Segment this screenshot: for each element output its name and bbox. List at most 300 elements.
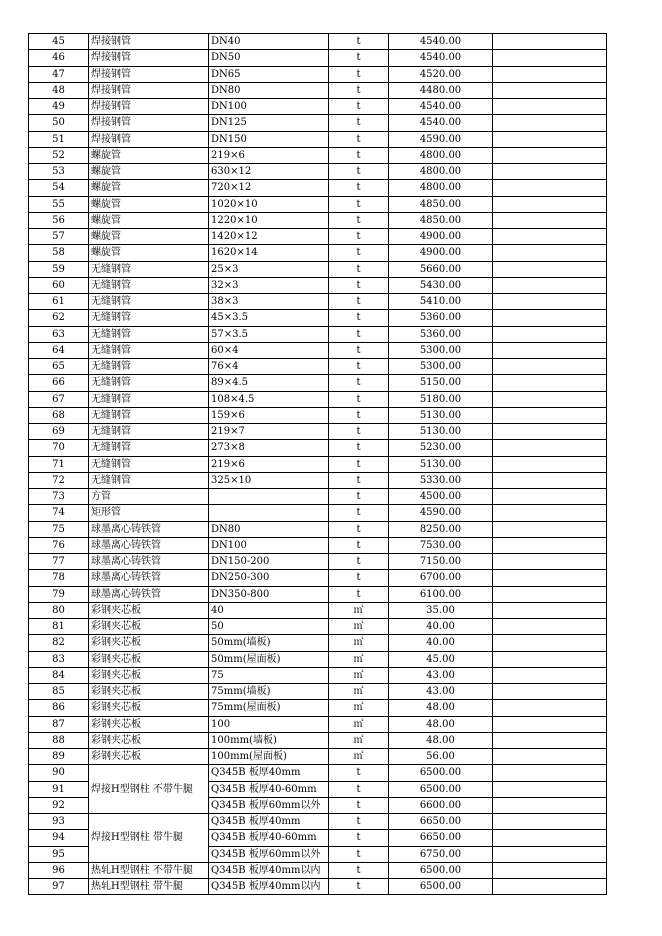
price-cell: 5180.00	[389, 391, 493, 407]
table-row	[29, 164, 607, 180]
price-cell: 4590.00	[389, 505, 493, 521]
note-cell	[493, 131, 607, 147]
spec-cell: 1620×14	[209, 245, 329, 261]
note-cell	[493, 375, 607, 391]
note-cell	[493, 814, 607, 830]
row-number-cell: 54	[29, 180, 89, 196]
spec-cell: DN250-300	[209, 570, 329, 586]
item-name-cell: 彩钢夹芯板	[89, 602, 209, 618]
unit-cell: t	[329, 505, 389, 521]
spec-cell: 100mm(屋面板)	[209, 749, 329, 765]
note-cell	[493, 261, 607, 277]
unit-cell: t	[329, 765, 389, 781]
table-row	[29, 651, 607, 667]
note-cell	[493, 521, 607, 537]
unit-cell: t	[329, 814, 389, 830]
row-number-cell: 77	[29, 554, 89, 570]
spec-cell: 25×3	[209, 261, 329, 277]
item-name-cell: 无缝钢管	[89, 407, 209, 423]
unit-cell: t	[329, 537, 389, 553]
table-row	[29, 716, 607, 732]
note-cell	[493, 359, 607, 375]
unit-cell: t	[329, 781, 389, 797]
unit-cell: t	[329, 99, 389, 115]
item-name-cell: 焊接H型钢柱 不带牛腿	[89, 765, 209, 814]
spec-cell	[209, 505, 329, 521]
note-cell	[493, 602, 607, 618]
spec-cell: Q345B 板厚60mm以外	[209, 797, 329, 813]
spec-cell: 159×6	[209, 407, 329, 423]
row-number-cell: 96	[29, 862, 89, 878]
table-row	[29, 489, 607, 505]
row-number-cell: 48	[29, 82, 89, 98]
table-row	[29, 537, 607, 553]
table-row	[29, 277, 607, 293]
row-number-cell: 57	[29, 229, 89, 245]
table-row	[29, 814, 607, 830]
row-number-cell: 93	[29, 814, 89, 830]
item-name-cell: 彩钢夹芯板	[89, 635, 209, 651]
price-cell: 5130.00	[389, 424, 493, 440]
spec-cell: 75	[209, 667, 329, 683]
price-cell: 5330.00	[389, 472, 493, 488]
unit-cell: t	[329, 407, 389, 423]
item-name-cell: 彩钢夹芯板	[89, 700, 209, 716]
spec-cell: DN65	[209, 66, 329, 82]
price-cell: 6500.00	[389, 862, 493, 878]
spec-cell: Q345B 板厚40mm	[209, 765, 329, 781]
item-name-cell: 方管	[89, 489, 209, 505]
note-cell	[493, 212, 607, 228]
unit-cell: ㎡	[329, 667, 389, 683]
unit-cell: t	[329, 50, 389, 66]
item-name-cell: 无缝钢管	[89, 326, 209, 342]
note-cell	[493, 862, 607, 878]
note-cell	[493, 635, 607, 651]
unit-cell: ㎡	[329, 716, 389, 732]
price-cell: 6500.00	[389, 765, 493, 781]
unit-cell: t	[329, 164, 389, 180]
note-cell	[493, 245, 607, 261]
note-cell	[493, 294, 607, 310]
table-row	[29, 147, 607, 163]
unit-cell: t	[329, 245, 389, 261]
price-cell: 35.00	[389, 602, 493, 618]
spec-cell: 50mm(墙板)	[209, 635, 329, 651]
row-number-cell: 85	[29, 684, 89, 700]
item-name-cell: 焊接钢管	[89, 34, 209, 50]
note-cell	[493, 570, 607, 586]
price-cell: 4800.00	[389, 164, 493, 180]
row-number-cell: 80	[29, 602, 89, 618]
unit-cell: t	[329, 879, 389, 895]
item-name-cell: 彩钢夹芯板	[89, 651, 209, 667]
note-cell	[493, 684, 607, 700]
item-name-cell: 球墨离心铸铁管	[89, 570, 209, 586]
table-row	[29, 472, 607, 488]
table-row	[29, 229, 607, 245]
row-number-cell: 61	[29, 294, 89, 310]
row-number-cell: 69	[29, 424, 89, 440]
table-row	[29, 586, 607, 602]
note-cell	[493, 310, 607, 326]
price-cell: 45.00	[389, 651, 493, 667]
note-cell	[493, 732, 607, 748]
price-cell: 6500.00	[389, 879, 493, 895]
spec-cell: DN50	[209, 50, 329, 66]
note-cell	[493, 66, 607, 82]
spec-cell: 1220×10	[209, 212, 329, 228]
item-name-cell: 焊接H型钢柱 带牛腿	[89, 814, 209, 863]
item-name-cell: 焊接钢管	[89, 66, 209, 82]
table-row	[29, 310, 607, 326]
price-cell: 48.00	[389, 716, 493, 732]
note-cell	[493, 391, 607, 407]
spec-cell: Q345B 板厚40mm	[209, 814, 329, 830]
note-cell	[493, 407, 607, 423]
item-name-cell: 无缝钢管	[89, 359, 209, 375]
price-cell: 4800.00	[389, 147, 493, 163]
unit-cell: t	[329, 830, 389, 846]
row-number-cell: 51	[29, 131, 89, 147]
spec-cell	[209, 489, 329, 505]
table-row	[29, 619, 607, 635]
row-number-cell: 58	[29, 245, 89, 261]
spec-cell: DN80	[209, 521, 329, 537]
row-number-cell: 45	[29, 34, 89, 50]
note-cell	[493, 147, 607, 163]
row-number-cell: 53	[29, 164, 89, 180]
table-row	[29, 879, 607, 895]
unit-cell: t	[329, 570, 389, 586]
spec-cell: 32×3	[209, 277, 329, 293]
spec-cell: Q345B 板厚40mm以内	[209, 879, 329, 895]
unit-cell: ㎡	[329, 635, 389, 651]
price-cell: 56.00	[389, 749, 493, 765]
spec-cell: Q345B 板厚40mm以内	[209, 862, 329, 878]
spec-cell: 75mm(墙板)	[209, 684, 329, 700]
item-name-cell: 彩钢夹芯板	[89, 684, 209, 700]
note-cell	[493, 749, 607, 765]
unit-cell: t	[329, 310, 389, 326]
row-number-cell: 68	[29, 407, 89, 423]
item-name-cell: 无缝钢管	[89, 440, 209, 456]
table-row	[29, 66, 607, 82]
row-number-cell: 92	[29, 797, 89, 813]
note-cell	[493, 50, 607, 66]
spec-cell: DN100	[209, 99, 329, 115]
price-cell: 4540.00	[389, 50, 493, 66]
table-row	[29, 359, 607, 375]
note-cell	[493, 667, 607, 683]
price-cell: 48.00	[389, 700, 493, 716]
unit-cell: ㎡	[329, 602, 389, 618]
item-name-cell: 螺旋管	[89, 196, 209, 212]
unit-cell: ㎡	[329, 749, 389, 765]
item-name-cell: 螺旋管	[89, 180, 209, 196]
spec-cell: Q345B 板厚60mm以外	[209, 846, 329, 862]
spec-cell: 38×3	[209, 294, 329, 310]
price-cell: 5300.00	[389, 359, 493, 375]
table-row	[29, 684, 607, 700]
spec-cell: 1420×12	[209, 229, 329, 245]
note-cell	[493, 505, 607, 521]
price-cell: 4480.00	[389, 82, 493, 98]
unit-cell: t	[329, 131, 389, 147]
price-cell: 5430.00	[389, 277, 493, 293]
price-cell: 5300.00	[389, 342, 493, 358]
table-row	[29, 749, 607, 765]
unit-cell: t	[329, 212, 389, 228]
note-cell	[493, 797, 607, 813]
item-name-cell: 球墨离心铸铁管	[89, 586, 209, 602]
item-name-cell: 焊接钢管	[89, 115, 209, 131]
item-name-cell: 球墨离心铸铁管	[89, 554, 209, 570]
price-cell: 5360.00	[389, 326, 493, 342]
row-number-cell: 60	[29, 277, 89, 293]
table-row	[29, 50, 607, 66]
note-cell	[493, 424, 607, 440]
table-row	[29, 521, 607, 537]
table-row	[29, 424, 607, 440]
unit-cell: t	[329, 229, 389, 245]
row-number-cell: 89	[29, 749, 89, 765]
price-cell: 40.00	[389, 635, 493, 651]
spec-cell: 45×3.5	[209, 310, 329, 326]
row-number-cell: 66	[29, 375, 89, 391]
item-name-cell: 焊接钢管	[89, 99, 209, 115]
table-row	[29, 554, 607, 570]
price-cell: 6600.00	[389, 797, 493, 813]
table-row	[29, 180, 607, 196]
unit-cell: ㎡	[329, 651, 389, 667]
table-row	[29, 82, 607, 98]
price-cell: 4900.00	[389, 229, 493, 245]
price-cell: 43.00	[389, 684, 493, 700]
row-number-cell: 46	[29, 50, 89, 66]
row-number-cell: 63	[29, 326, 89, 342]
table-row	[29, 765, 607, 781]
price-cell: 4540.00	[389, 99, 493, 115]
unit-cell: t	[329, 34, 389, 50]
price-cell: 5360.00	[389, 310, 493, 326]
item-name-cell: 焊接钢管	[89, 82, 209, 98]
row-number-cell: 75	[29, 521, 89, 537]
row-number-cell: 74	[29, 505, 89, 521]
row-number-cell: 76	[29, 537, 89, 553]
spec-cell: Q345B 板厚40-60mm	[209, 781, 329, 797]
price-cell: 4850.00	[389, 196, 493, 212]
spec-cell: 325×10	[209, 472, 329, 488]
item-name-cell: 无缝钢管	[89, 472, 209, 488]
table-row	[29, 635, 607, 651]
item-name-cell: 无缝钢管	[89, 391, 209, 407]
note-cell	[493, 164, 607, 180]
price-table	[28, 33, 607, 895]
spec-cell: DN125	[209, 115, 329, 131]
unit-cell: t	[329, 489, 389, 505]
price-cell: 5150.00	[389, 375, 493, 391]
spec-cell: DN350-800	[209, 586, 329, 602]
price-cell: 6100.00	[389, 586, 493, 602]
spec-cell: 100mm(墙板)	[209, 732, 329, 748]
row-number-cell: 91	[29, 781, 89, 797]
price-cell: 40.00	[389, 619, 493, 635]
unit-cell: ㎡	[329, 700, 389, 716]
row-number-cell: 82	[29, 635, 89, 651]
table-row	[29, 602, 607, 618]
unit-cell: t	[329, 472, 389, 488]
note-cell	[493, 326, 607, 342]
note-cell	[493, 82, 607, 98]
table-row	[29, 700, 607, 716]
item-name-cell: 焊接钢管	[89, 50, 209, 66]
price-cell: 6650.00	[389, 814, 493, 830]
item-name-cell: 螺旋管	[89, 212, 209, 228]
spec-cell: 219×6	[209, 147, 329, 163]
table-row	[29, 261, 607, 277]
table-row	[29, 732, 607, 748]
item-name-cell: 无缝钢管	[89, 342, 209, 358]
note-cell	[493, 830, 607, 846]
unit-cell: t	[329, 326, 389, 342]
unit-cell: t	[329, 147, 389, 163]
table-row	[29, 391, 607, 407]
unit-cell: ㎡	[329, 732, 389, 748]
price-cell: 4900.00	[389, 245, 493, 261]
item-name-cell: 矩形管	[89, 505, 209, 521]
spec-cell: 273×8	[209, 440, 329, 456]
item-name-cell: 球墨离心铸铁管	[89, 537, 209, 553]
note-cell	[493, 586, 607, 602]
note-cell	[493, 537, 607, 553]
note-cell	[493, 115, 607, 131]
table-row	[29, 456, 607, 472]
item-name-cell: 螺旋管	[89, 147, 209, 163]
table-row	[29, 212, 607, 228]
note-cell	[493, 196, 607, 212]
row-number-cell: 71	[29, 456, 89, 472]
item-name-cell: 热轧H型钢柱 不带牛腿	[89, 862, 209, 878]
row-number-cell: 70	[29, 440, 89, 456]
spec-cell: 630×12	[209, 164, 329, 180]
item-name-cell: 彩钢夹芯板	[89, 667, 209, 683]
row-number-cell: 97	[29, 879, 89, 895]
note-cell	[493, 846, 607, 862]
table-row	[29, 294, 607, 310]
note-cell	[493, 489, 607, 505]
spec-cell: DN40	[209, 34, 329, 50]
table-row	[29, 667, 607, 683]
note-cell	[493, 180, 607, 196]
row-number-cell: 50	[29, 115, 89, 131]
item-name-cell: 无缝钢管	[89, 294, 209, 310]
table-row	[29, 407, 607, 423]
row-number-cell: 81	[29, 619, 89, 635]
unit-cell: t	[329, 797, 389, 813]
price-cell: 6700.00	[389, 570, 493, 586]
spec-cell: 100	[209, 716, 329, 732]
note-cell	[493, 277, 607, 293]
item-name-cell: 彩钢夹芯板	[89, 619, 209, 635]
table-row	[29, 342, 607, 358]
spec-cell: 50mm(屋面板)	[209, 651, 329, 667]
table-row	[29, 196, 607, 212]
table-row	[29, 862, 607, 878]
note-cell	[493, 440, 607, 456]
row-number-cell: 86	[29, 700, 89, 716]
unit-cell: t	[329, 521, 389, 537]
item-name-cell: 无缝钢管	[89, 424, 209, 440]
item-name-cell: 螺旋管	[89, 245, 209, 261]
table-row	[29, 245, 607, 261]
spec-cell: 60×4	[209, 342, 329, 358]
price-cell: 5130.00	[389, 456, 493, 472]
item-name-cell: 彩钢夹芯板	[89, 749, 209, 765]
item-name-cell: 无缝钢管	[89, 261, 209, 277]
row-number-cell: 64	[29, 342, 89, 358]
row-number-cell: 95	[29, 846, 89, 862]
note-cell	[493, 651, 607, 667]
unit-cell: t	[329, 66, 389, 82]
price-cell: 43.00	[389, 667, 493, 683]
spec-cell: 108×4.5	[209, 391, 329, 407]
unit-cell: ㎡	[329, 684, 389, 700]
item-name-cell: 热轧H型钢柱 带牛腿	[89, 879, 209, 895]
price-table-body	[29, 34, 607, 895]
row-number-cell: 87	[29, 716, 89, 732]
note-cell	[493, 619, 607, 635]
row-number-cell: 94	[29, 830, 89, 846]
table-row	[29, 570, 607, 586]
table-row	[29, 131, 607, 147]
unit-cell: t	[329, 375, 389, 391]
item-name-cell: 无缝钢管	[89, 375, 209, 391]
row-number-cell: 90	[29, 765, 89, 781]
row-number-cell: 56	[29, 212, 89, 228]
item-name-cell: 焊接钢管	[89, 131, 209, 147]
note-cell	[493, 700, 607, 716]
price-cell: 8250.00	[389, 521, 493, 537]
unit-cell: t	[329, 180, 389, 196]
unit-cell: t	[329, 862, 389, 878]
price-cell: 5230.00	[389, 440, 493, 456]
price-cell: 6500.00	[389, 781, 493, 797]
price-cell: 4850.00	[389, 212, 493, 228]
spec-cell: DN80	[209, 82, 329, 98]
unit-cell: t	[329, 261, 389, 277]
row-number-cell: 67	[29, 391, 89, 407]
row-number-cell: 79	[29, 586, 89, 602]
spec-cell: Q345B 板厚40-60mm	[209, 830, 329, 846]
spec-cell: 219×6	[209, 456, 329, 472]
price-cell: 4590.00	[389, 131, 493, 147]
item-name-cell: 球墨离心铸铁管	[89, 521, 209, 537]
spec-cell: 219×7	[209, 424, 329, 440]
row-number-cell: 59	[29, 261, 89, 277]
spec-cell: DN100	[209, 537, 329, 553]
unit-cell: t	[329, 294, 389, 310]
unit-cell: t	[329, 586, 389, 602]
note-cell	[493, 472, 607, 488]
spec-cell: DN150-200	[209, 554, 329, 570]
spec-cell: 76×4	[209, 359, 329, 375]
price-cell: 4520.00	[389, 66, 493, 82]
note-cell	[493, 554, 607, 570]
item-name-cell: 螺旋管	[89, 229, 209, 245]
spec-cell: 89×4.5	[209, 375, 329, 391]
unit-cell: t	[329, 82, 389, 98]
